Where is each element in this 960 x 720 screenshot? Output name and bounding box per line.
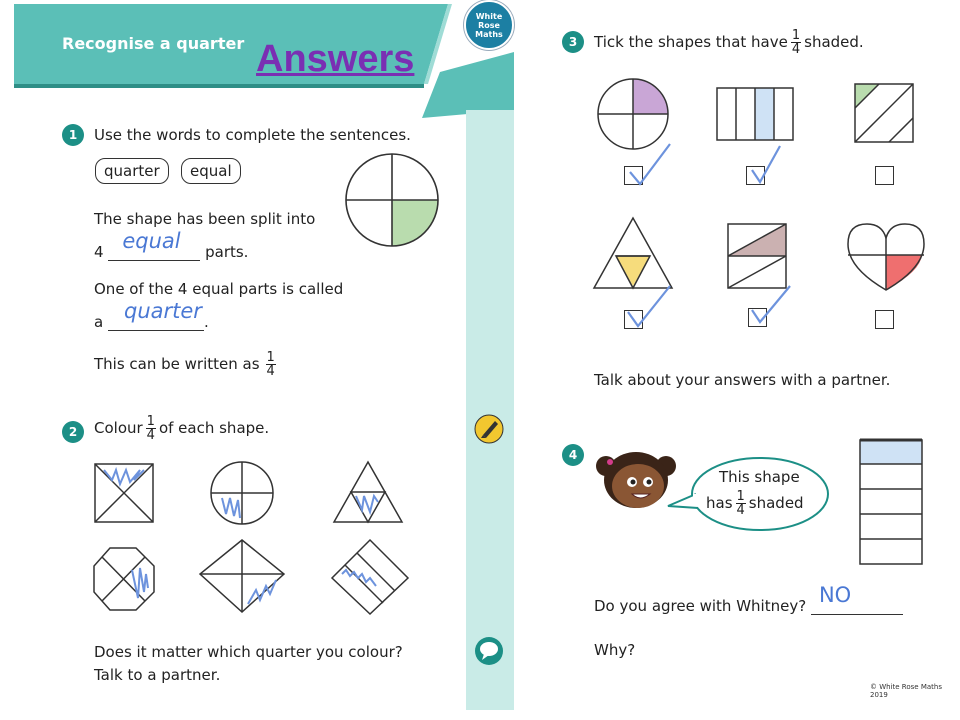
q2-question-line-2: Talk to a partner. — [94, 666, 221, 684]
q3-number-text: 3 — [568, 35, 578, 49]
q4-number-text: 4 — [568, 448, 578, 462]
answers-label: Answers — [256, 38, 415, 80]
logo-line-2: Rose — [478, 20, 500, 30]
q3-number — [562, 31, 584, 53]
q3-circle-shape — [598, 79, 668, 149]
q1-frac-den: 4 — [266, 363, 275, 379]
q3-instr-before: Tick the shapes that have — [594, 33, 788, 51]
q4-answer-blank[interactable] — [811, 583, 903, 615]
white-rose-logo — [464, 0, 514, 50]
q2-shapes — [90, 458, 470, 618]
q3-instr-after: shaded. — [804, 33, 864, 51]
q1-frac-num: 1 — [266, 349, 275, 365]
q1-sentence-5 — [94, 348, 279, 380]
q1-instruction: Use the words to complete the sentences. — [94, 126, 411, 144]
bubble-shaded: shaded — [748, 494, 804, 512]
q2-triangle-shape — [334, 462, 402, 522]
q1-sentence-1: The shape has been split into — [94, 210, 316, 228]
q2-octagon-shape — [94, 548, 154, 610]
q1-answer-equal: equal — [122, 229, 181, 253]
q1-fraction — [266, 351, 276, 378]
q2-instr-before: Colour — [94, 419, 143, 437]
tick-mark-5 — [752, 286, 790, 322]
q2-instr-after: of each shape. — [158, 419, 270, 437]
tick-mark-2 — [752, 146, 780, 182]
q4-number — [562, 444, 584, 466]
q2-number — [62, 421, 84, 443]
copyright: © White Rose Maths 2019 — [870, 683, 942, 699]
q3-instruction — [594, 22, 864, 62]
q4-frac-den: 4 — [736, 502, 745, 518]
q1-s4-suffix: . — [203, 313, 209, 331]
pencil-icon — [474, 412, 504, 448]
q1-number-text: 1 — [68, 128, 78, 142]
q2-kite-shape — [200, 540, 284, 612]
bubble-line-2 — [706, 486, 804, 520]
q1-circle-shape — [342, 150, 442, 254]
q4-fraction — [736, 490, 746, 517]
q3-frac-num: 1 — [791, 27, 801, 43]
bubble-has: has — [706, 494, 733, 512]
q3-talk: Talk about your answers with a partner. — [594, 371, 891, 389]
q3-fraction — [791, 29, 801, 56]
q2-fraction — [146, 415, 156, 442]
q1-blank-1[interactable] — [108, 229, 200, 261]
q3-diagonal-square-shape — [855, 84, 913, 142]
q2-question-line-1: Does it matter which quarter you colour? — [94, 643, 403, 661]
word-quarter: quarter — [104, 162, 160, 180]
page-title: Recognise a quarter — [62, 34, 245, 53]
logo-line-1: White — [475, 11, 503, 21]
q2-frac-den: 4 — [146, 427, 155, 443]
q1-s2-prefix: 4 — [94, 243, 104, 261]
word-equal: equal — [190, 162, 232, 180]
q1-s2-suffix: parts. — [205, 243, 249, 261]
q2-number-text: 2 — [68, 425, 78, 439]
q4-frac-num: 1 — [736, 488, 745, 504]
q4-answer: NO — [818, 583, 852, 607]
speech-icon — [474, 636, 504, 670]
q1-sentence-2 — [94, 229, 249, 261]
q4-stack-shape — [858, 438, 924, 570]
q4-question: Do you agree with Whitney? — [594, 597, 807, 615]
word-box-equal — [181, 158, 241, 184]
q2-square-shape — [95, 464, 153, 522]
q3-bars-shape — [717, 88, 793, 140]
q2-striped-shape — [332, 540, 408, 614]
q1-number — [62, 124, 84, 146]
q1-s4-prefix: a — [94, 313, 104, 331]
tick-mark-4 — [628, 286, 670, 326]
q1-blank-2[interactable] — [108, 299, 204, 331]
q1-answer-quarter: quarter — [123, 299, 202, 323]
q1-sentence-3: One of the 4 equal parts is called — [94, 280, 344, 298]
logo-line-3: Maths — [475, 29, 503, 39]
word-box-quarter — [95, 158, 169, 184]
q2-circle-shape — [211, 462, 273, 524]
tick-mark-1 — [630, 144, 670, 184]
q2-frac-num: 1 — [146, 413, 155, 429]
q1-sentence-4 — [94, 299, 209, 331]
q1-s5-text: This can be written as — [94, 355, 260, 373]
q4-question-row — [594, 583, 903, 615]
q3-ticks — [620, 140, 960, 340]
q2-instruction — [94, 408, 269, 448]
q4-why: Why? — [594, 641, 636, 659]
bubble-line-1: This shape — [719, 468, 800, 486]
q3-frac-den: 4 — [791, 41, 801, 57]
